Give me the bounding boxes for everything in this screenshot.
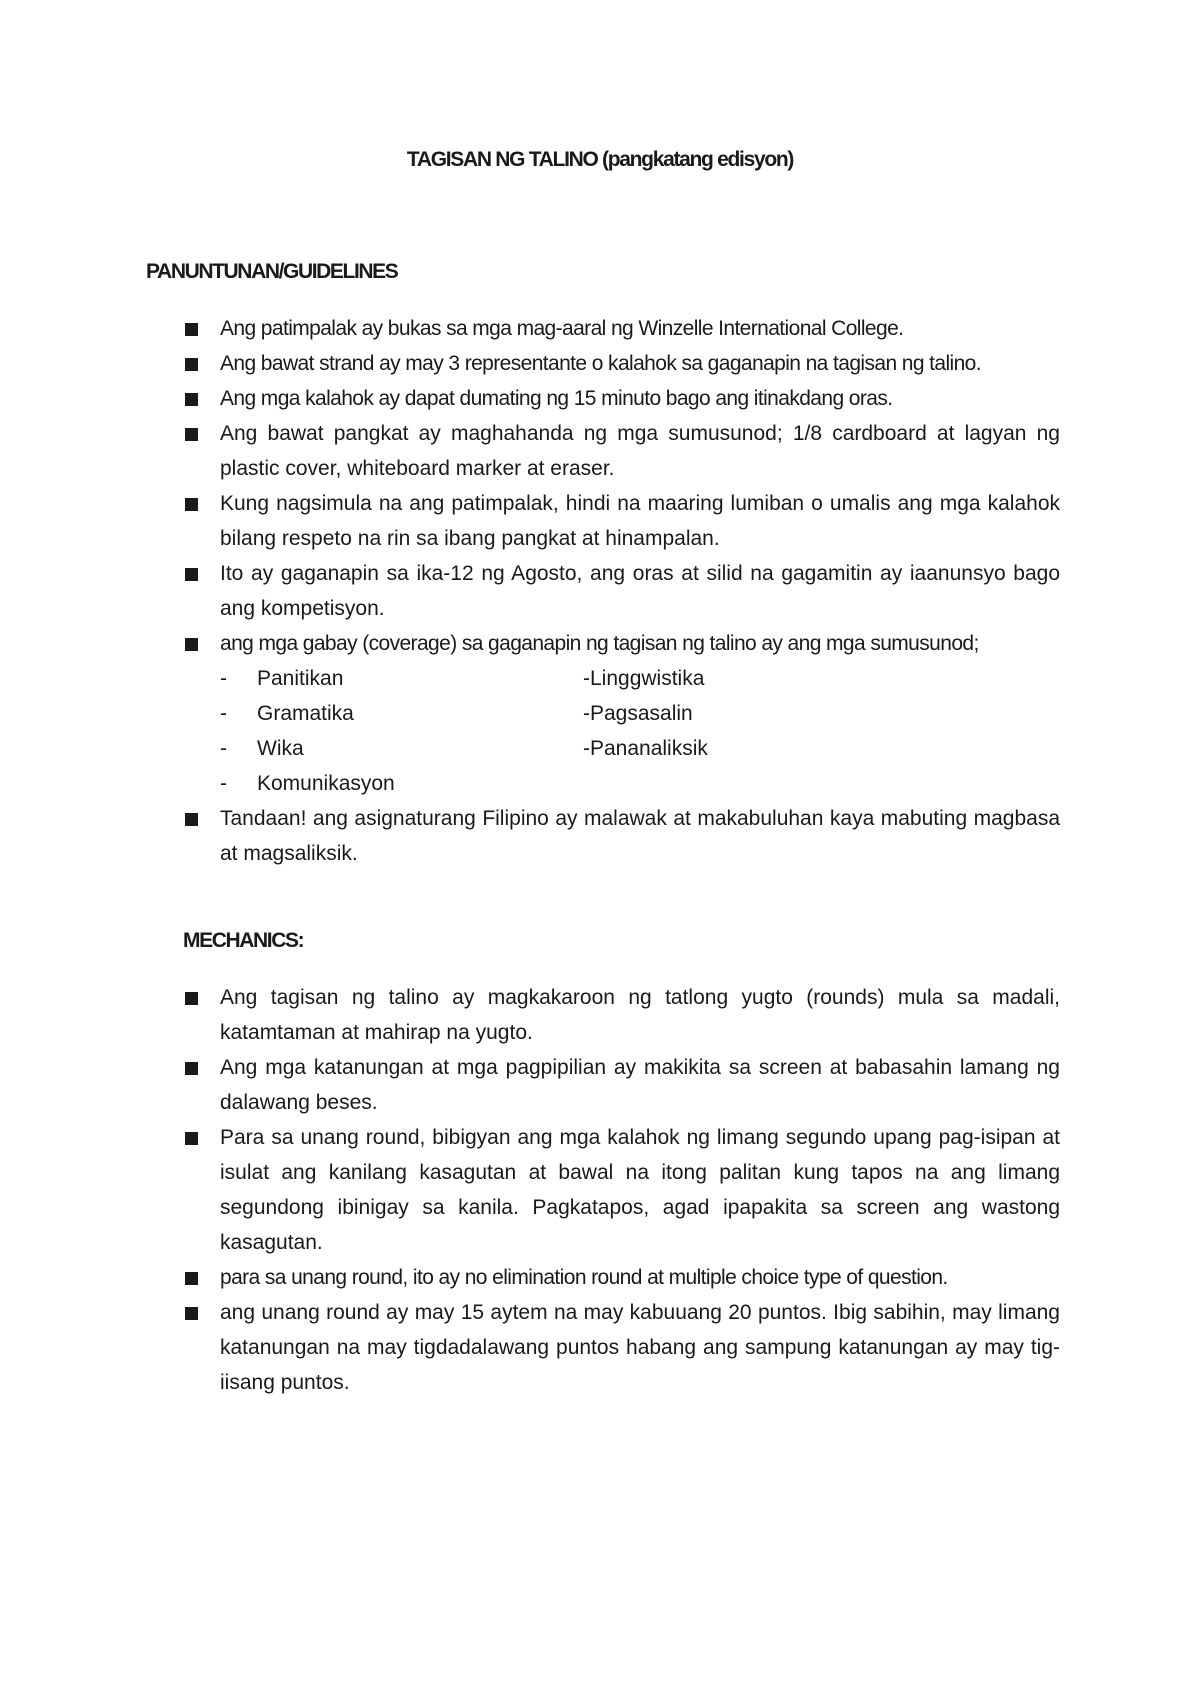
square-bullet-icon	[185, 393, 198, 406]
coverage-row-1	[220, 661, 1060, 696]
coverage-row-2	[220, 696, 1060, 731]
coverage-topic: Komunikasyon	[257, 772, 395, 795]
square-bullet-icon	[185, 1272, 198, 1285]
square-bullet-icon	[185, 428, 198, 441]
mechanics-item-1	[183, 980, 1060, 1050]
coverage-row-3	[220, 731, 1060, 766]
mechanics-item-5	[183, 1295, 1060, 1400]
dash-marker: -	[220, 737, 227, 760]
square-bullet-icon	[185, 813, 198, 826]
guideline-text: Ang mga kalahok ay dapat dumating ng 15 minuto bago ang itinakdang oras.	[220, 387, 893, 410]
guideline-text: ang mga gabay (coverage) sa gaganapin ng tagisan ng talino ay ang mga sumusunod;	[220, 632, 979, 655]
coverage-topic: -Pagsasalin	[583, 702, 693, 725]
square-bullet-icon	[185, 992, 198, 1005]
mechanics-text: ang unang round ay may 15 aytem na may kabuuang 20 puntos. Ibig sabihin, may limang katanungan na may tigdadalawang puntos habang ang sampung katanungan ay may tig-iisang puntos.	[220, 1301, 1060, 1394]
guideline-item-7	[183, 626, 1060, 661]
mechanics-text: Ang tagisan ng talino ay magkakaroon ng tatlong yugto (rounds) mula sa madali, katamtaman at mahirap na yugto.	[220, 986, 1060, 1044]
coverage-topic: Gramatika	[257, 702, 354, 725]
dash-marker: -	[220, 702, 227, 725]
dash-marker: -	[220, 772, 227, 795]
guideline-text: Ang bawat strand ay may 3 representante o kalahok sa gaganapin na tagisan ng talino.	[220, 352, 981, 375]
square-bullet-icon	[185, 638, 198, 651]
guideline-note	[183, 801, 1060, 871]
guideline-item-3	[183, 381, 1060, 416]
coverage-topic: -Pananaliksik	[583, 737, 708, 760]
guideline-text: Tandaan! ang asignaturang Filipino ay malawak at makabuluhan kaya mabuting magbasa at magsaliksik.	[220, 807, 1060, 865]
guideline-item-4	[183, 416, 1060, 486]
coverage-topic: Wika	[257, 737, 304, 760]
mechanics-text: para sa unang round, ito ay no elimination round at multiple choice type of question.	[220, 1266, 948, 1289]
mechanics-list	[183, 980, 1060, 1400]
guideline-text: Ito ay gaganapin sa ika-12 ng Agosto, ang oras at silid na gagamitin ay iaanunsyo bago ang kompetisyon.	[220, 562, 1060, 620]
document-title: TAGISAN NG TALINO (pangkatang edisyon)	[406, 148, 794, 171]
guidelines-list	[183, 311, 1060, 871]
guideline-text: Ang bawat pangkat ay maghahanda ng mga sumusunod; 1/8 cardboard at lagyan ng plastic cover, whiteboard marker at eraser.	[220, 422, 1060, 480]
square-bullet-icon	[185, 358, 198, 371]
mechanics-heading: MECHANICS:	[183, 929, 304, 952]
guideline-item-1	[183, 311, 1060, 346]
square-bullet-icon	[185, 1062, 198, 1075]
guideline-item-2	[183, 346, 1060, 381]
square-bullet-icon	[185, 323, 198, 336]
square-bullet-icon	[185, 1307, 198, 1320]
mechanics-text: Para sa unang round, bibigyan ang mga kalahok ng limang segundo upang pag-isipan at isulat ang kanilang kasagutan at bawal na itong palitan kung tapos na ang limang segundong ibinigay sa kanila. Pagkatapos, agad ipapakita sa screen ang wastong kasagutan.	[220, 1126, 1060, 1254]
coverage-topic: Panitikan	[257, 667, 344, 690]
mechanics-item-3	[183, 1120, 1060, 1260]
guideline-text: Ang patimpalak ay bukas sa mga mag-aaral ng Winzelle International College.	[220, 317, 904, 340]
guideline-item-6	[183, 556, 1060, 626]
guideline-item-5	[183, 486, 1060, 556]
mechanics-item-2	[183, 1050, 1060, 1120]
square-bullet-icon	[185, 498, 198, 511]
dash-marker: -	[220, 667, 227, 690]
coverage-topic: -Linggwistika	[583, 667, 705, 690]
mechanics-item-4	[183, 1260, 1060, 1295]
guideline-text: Kung nagsimula na ang patimpalak, hindi na maaring lumiban o umalis ang mga kalahok bilang respeto na rin sa ibang pangkat at hinampalan.	[220, 492, 1060, 550]
coverage-row-4	[220, 766, 1060, 801]
guidelines-heading: PANUNTUNAN/GUIDELINES	[146, 260, 398, 283]
square-bullet-icon	[185, 1132, 198, 1145]
square-bullet-icon	[185, 568, 198, 581]
mechanics-text: Ang mga katanungan at mga pagpipilian ay makikita sa screen at babasahin lamang ng dalawang beses.	[220, 1056, 1060, 1114]
